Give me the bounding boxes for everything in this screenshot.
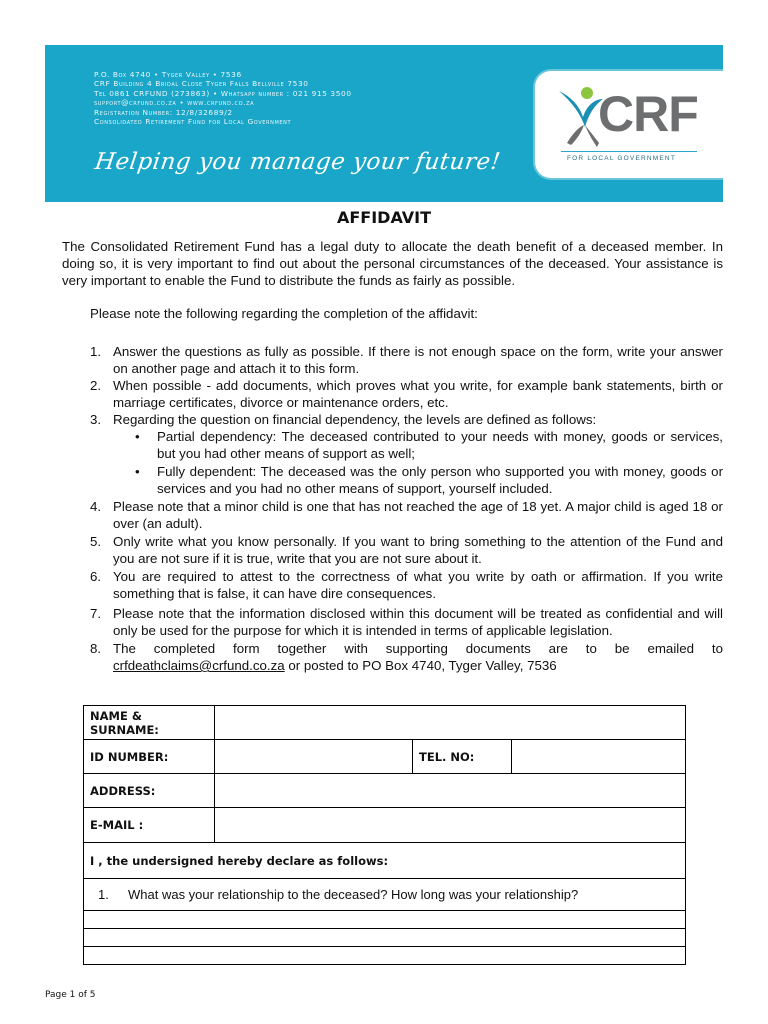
list-item	[90, 498, 723, 532]
contact-line: P.O. Box 4740 • Tyger Valley • 7536	[94, 70, 242, 79]
post-address-text: or posted to PO Box 4740, Tyger Valley, 7536	[284, 658, 557, 673]
header-banner	[45, 45, 723, 202]
logo-subtitle: FOR LOCAL GOVERNMENT	[567, 155, 676, 162]
question-1	[84, 879, 686, 911]
list-item	[90, 343, 723, 377]
item-text: Answer the questions as fully as possible. If there is not enough space on the form, write your answer on another page and attach it to this form.	[113, 344, 723, 376]
item-text: You are required to attest to the correctness of what you write by oath or affirmation. If you write something that is false, it can have dire consequences.	[113, 569, 723, 601]
bullet-icon: •	[135, 429, 140, 444]
item-text: Please note that the information disclosed within this document will be treated as confidential and will only be used for the purpose for which it is intended in terms of applicable legislation.	[113, 606, 723, 638]
item-number: 8.	[90, 641, 102, 656]
item-text: Regarding the question on financial dependency, the levels are defined as follows:	[113, 412, 597, 427]
claims-email-link[interactable]: crfdeathclaims@crfund.co.za	[113, 658, 285, 673]
contact-line: CRF Building 4 Bridal Close Tyger Falls Bellville 7530	[94, 79, 309, 89]
bullet-icon: •	[135, 464, 140, 479]
name-field[interactable]	[215, 706, 686, 740]
instruction-list	[90, 343, 723, 674]
intro-paragraph: The Consolidated Retirement Fund has a legal duty to allocate the death benefit of a deceased member. In doing so, it is very important to find out about the personal circumstances of the deceased. Your assistance is very important to enable the Fund to distribute the funds as fairly as possible.	[62, 239, 723, 288]
bullet-item	[135, 463, 723, 497]
page-number: Page 1 of 5	[45, 990, 96, 1000]
email-field[interactable]	[215, 808, 686, 843]
tel-field[interactable]	[512, 740, 686, 774]
bullet-text: Partial dependency: The deceased contributed to your needs with money, goods or services, but you had other means of support as well;	[157, 429, 723, 461]
contact-line: Tel 0861 CRFUND (273863) • Whatsapp number : 021 915 3500	[94, 88, 352, 98]
id-field[interactable]	[215, 740, 413, 774]
item-text: The completed form together with supporting documents are to be emailed to	[113, 641, 723, 656]
list-item	[90, 377, 723, 411]
document-title: AFFIDAVIT	[336, 208, 432, 227]
address-label: ADDRESS:	[84, 774, 215, 808]
email-label: E-MAIL :	[84, 808, 215, 843]
item-number: 6.	[90, 569, 102, 584]
affidavit-form	[83, 705, 686, 965]
completion-note: Please note the following regarding the completion of the affidavit:	[90, 306, 478, 321]
list-item	[90, 640, 723, 674]
contact-line: Consolidated Retirement Fund for Local Government	[94, 117, 292, 127]
list-item	[90, 605, 723, 639]
item-number: 2.	[90, 378, 102, 393]
tel-label: TEL. NO:	[413, 740, 512, 774]
item-text: Only write what you know personally. If you want to bring something to the attention of the Fund and you are not sure if it is true, write that you are not sure about it.	[113, 534, 723, 566]
crf-logo	[535, 71, 723, 178]
list-item	[90, 533, 723, 567]
question-number: 1.	[98, 887, 109, 902]
item-number: 5.	[90, 534, 102, 549]
declaration-heading: I , the undersigned hereby declare as follows:	[84, 843, 686, 879]
logo-rule	[561, 151, 697, 152]
answer-line[interactable]	[84, 911, 686, 929]
item-text: Please note that a minor child is one that has not reached the age of 18 yet. A major child is aged 18 or over (an adult).	[113, 499, 723, 531]
contact-line: support@crfund.co.za • www.crfund.co.za	[94, 98, 255, 108]
tagline: Helping you manage your future!	[93, 149, 503, 175]
question-text: What was your relationship to the deceased? How long was your relationship?	[128, 887, 579, 902]
contact-line: Registration Number: 12/8/32689/2	[94, 107, 233, 117]
address-field[interactable]	[215, 774, 686, 808]
dependency-levels	[113, 428, 723, 497]
id-label: ID NUMBER:	[84, 740, 215, 774]
logo-text: CRF	[598, 86, 698, 142]
bullet-text: Fully dependent: The deceased was the only person who supported you with money, goods or services and you had no other means of support, yourself included.	[157, 464, 723, 496]
answer-line[interactable]	[84, 929, 686, 947]
list-item	[90, 568, 723, 602]
item-text: When possible - add documents, which proves what you write, for example bank statements, birth or marriage certificates, divorce or maintenance orders, etc.	[113, 378, 723, 410]
name-label: NAME & SURNAME:	[84, 706, 215, 740]
item-number: 4.	[90, 499, 102, 514]
list-item	[90, 411, 723, 497]
item-number: 7.	[90, 606, 102, 621]
bullet-item	[135, 428, 723, 462]
contact-details	[94, 70, 352, 126]
item-number: 3.	[90, 412, 102, 427]
item-number: 1.	[90, 344, 102, 359]
answer-line[interactable]	[84, 947, 686, 965]
